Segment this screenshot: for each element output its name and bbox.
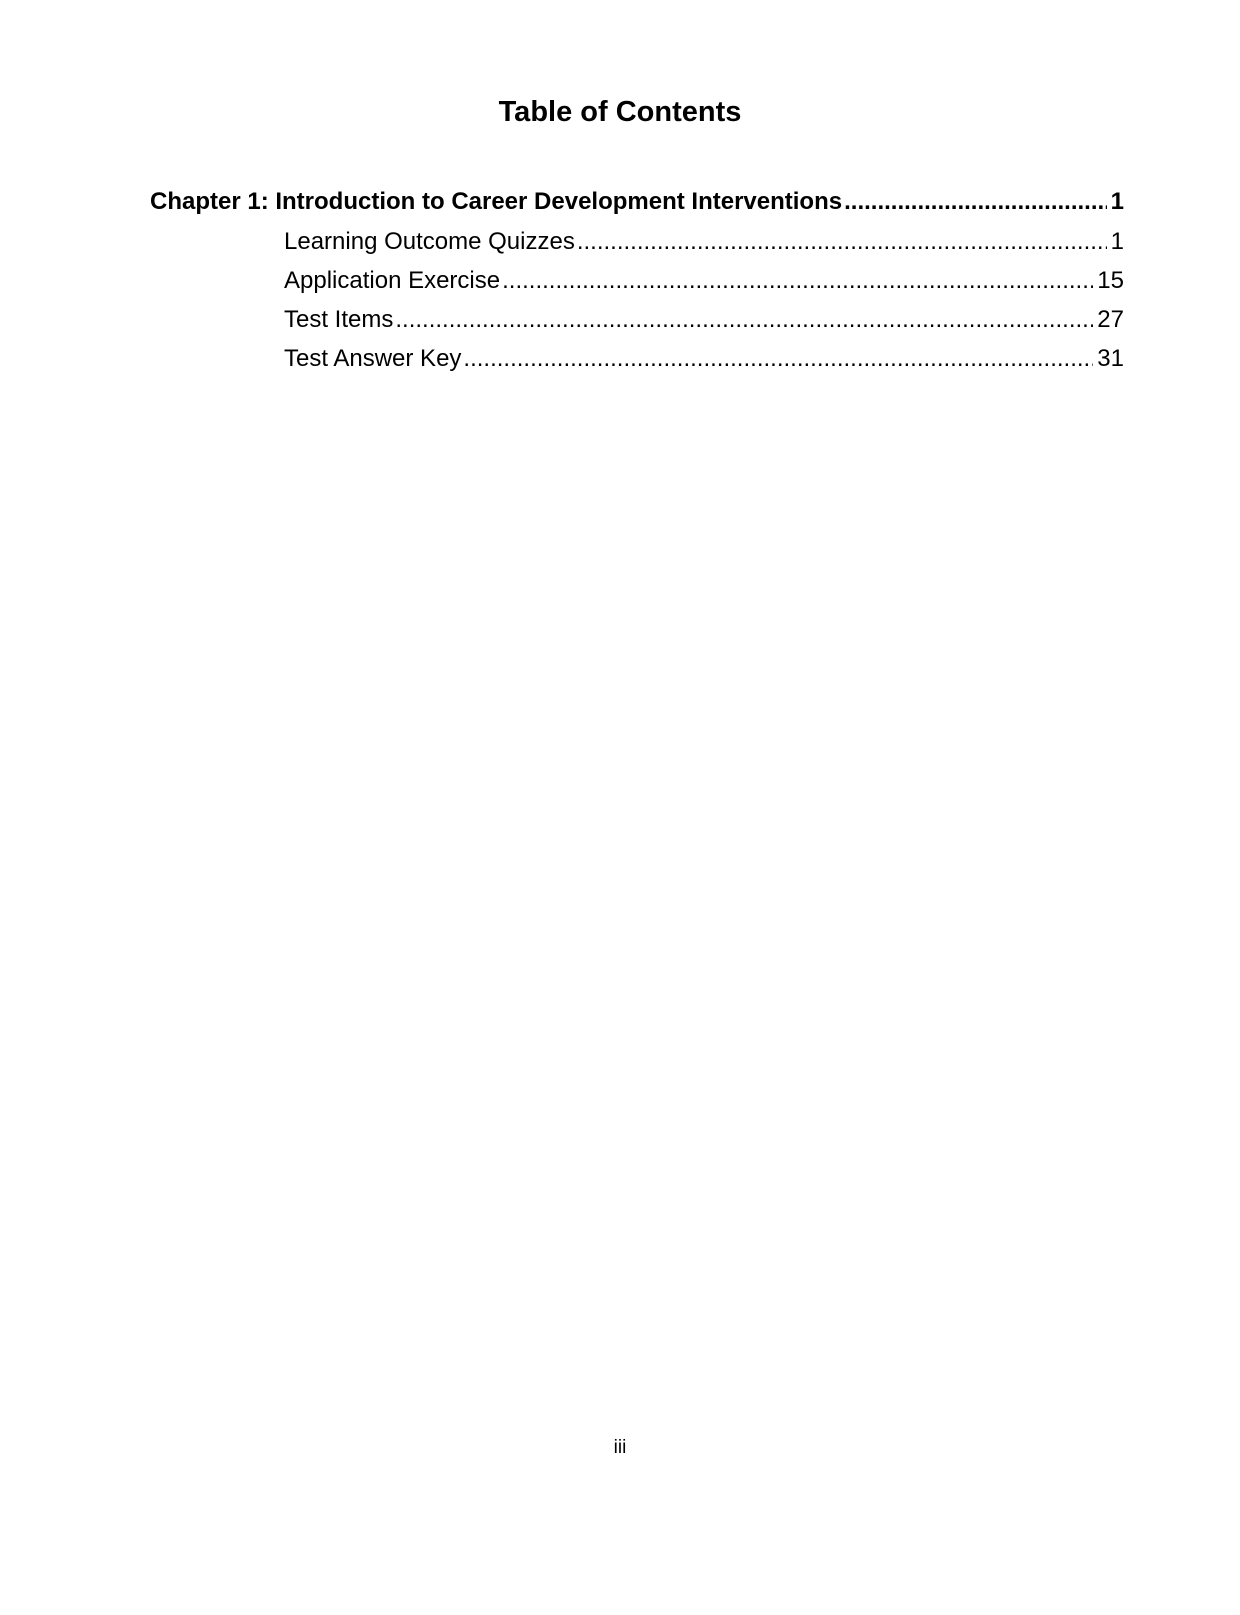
- toc-entry-page: 27: [1097, 306, 1124, 333]
- page-title: Table of Contents: [498, 96, 742, 128]
- toc-entry-page: 15: [1097, 267, 1124, 294]
- toc-entry-test-answer-key[interactable]: [284, 345, 1124, 373]
- page-number: iii: [613, 1437, 627, 1458]
- toc-dot-leader: [463, 345, 1093, 373]
- toc-entry-learning-outcome-quizzes[interactable]: [284, 228, 1124, 256]
- toc-chapter-page: 1: [1110, 188, 1124, 215]
- toc-dot-leader: [395, 306, 1093, 334]
- toc-chapter-label: Chapter 1: Introduction to Career Development Interventions: [150, 188, 843, 215]
- toc-chapter-entry[interactable]: [150, 188, 1124, 216]
- toc-dot-leader: [502, 267, 1093, 295]
- toc-entry-application-exercise[interactable]: [284, 267, 1124, 295]
- toc-entry-page: 31: [1097, 345, 1124, 372]
- toc-entry-page: 1: [1110, 228, 1124, 255]
- toc-entry-label: Learning Outcome Quizzes: [284, 228, 575, 255]
- toc-dot-leader: [577, 228, 1107, 256]
- toc-entry-test-items[interactable]: [284, 306, 1124, 334]
- toc-entry-label: Test Answer Key: [284, 345, 462, 372]
- toc-entry-label: Test Items: [284, 306, 394, 333]
- toc-dot-leader: [844, 188, 1107, 216]
- toc-entry-label: Application Exercise: [284, 267, 501, 294]
